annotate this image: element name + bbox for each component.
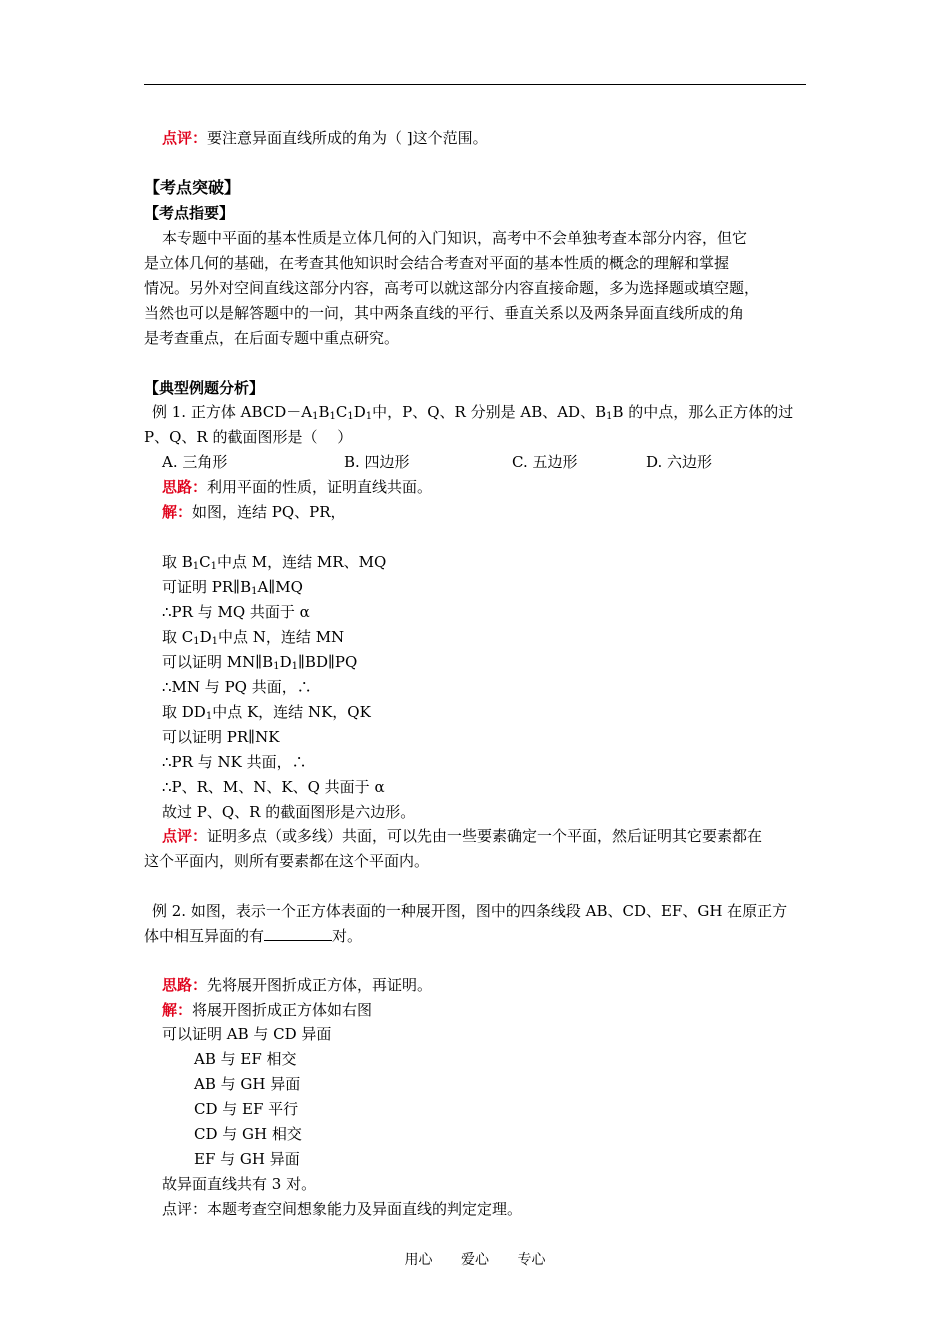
option-d: D. 六边形 xyxy=(646,453,713,471)
example-1-idea: 思路：利用平面的性质，证明直线共面。 xyxy=(162,478,433,496)
example-1-remark-cont: 这个平面内，则所有要素都在这个平面内。 xyxy=(144,852,430,870)
example-1-question: 例 1. 正方体 $ABCD-A_1B_1C_1D_1$中，P、Q、R 分别是 AB、AD、$B_1B$ 的中点，那么正方体的过 xyxy=(152,403,794,422)
guide-line: 是考查重点，在后面专题中重点研究。 xyxy=(144,329,400,347)
guide-line: 当然也可以是解答题中的一问，其中两条直线的平行、垂直关系以及两条异面直线所成的角 xyxy=(144,304,745,322)
pair-item: EF 与 GH 异面 xyxy=(194,1150,300,1168)
solution-step: 可证明 $PR\parallel B_1A\parallel MQ$ xyxy=(162,578,303,597)
example-2-conclusion: 故异面直线共有 3 对。 xyxy=(162,1175,317,1193)
pair-item: AB 与 GH 异面 xyxy=(194,1075,301,1093)
solution-step: ∴MN 与 PQ 共面，∴ xyxy=(162,678,312,696)
guide-line: 是立体几何的基础，在考查其他知识时会结合考查对平面的基本性质的概念的理解和掌握 xyxy=(144,254,730,272)
solution-step: ∴P、R、M、N、K、Q 共面于 α xyxy=(162,778,385,796)
solution-step: 可以证明 $MN\parallel B_1D_1\parallel BD\parallel PQ$ xyxy=(162,653,358,672)
solution-step: ∴PR 与 NK 共面，∴ xyxy=(162,753,307,771)
example-2-idea: 思路：先将展开图折成正方体，再证明。 xyxy=(162,976,433,994)
header-rule xyxy=(144,84,806,85)
option-c: C. 五边形 xyxy=(512,453,578,471)
answer-blank xyxy=(264,926,332,941)
remark-1: 点评：要注意异面直线所成的角为（ ]这个范围。 xyxy=(162,129,488,147)
example-2-question-cont: 体中相互异面的有 对。 xyxy=(144,927,363,945)
pair-item: AB 与 EF 相交 xyxy=(194,1050,297,1068)
subsection-examples: 【典型例题分析】 xyxy=(144,379,265,397)
option-a: A. 三角形 xyxy=(162,453,228,471)
guide-line: 情况。另外对空间直线这部分内容，高考可以就这部分内容直接命题，多为选择题或填空题， xyxy=(144,279,760,297)
example-1-remark: 点评：证明多点（或多线）共面，可以先由一些要素确定一个平面，然后证明其它要素都在 xyxy=(162,827,763,845)
example-2-solve: 解：将展开图折成正方体如右图 xyxy=(162,1001,373,1019)
pair-item: CD 与 EF 平行 xyxy=(194,1100,299,1118)
solution-step: 取 $B_1C_1$中点 M，连结 MR、MQ xyxy=(162,553,387,572)
solution-step: 故过 P、Q、R 的截面图形是六边形。 xyxy=(162,803,416,821)
solution-step: 可以证明 AB 与 CD 异面 xyxy=(162,1025,332,1043)
solution-step: 取 $DD_1$中点 K，连结 NK，QK xyxy=(162,703,371,722)
page-footer: 用心 爱心 专心 xyxy=(404,1252,546,1268)
solution-step: ∴PR 与 MQ 共面于 α xyxy=(162,603,310,621)
guide-line: 本专题中平面的基本性质是立体几何的入门知识，高考中不会单独考查本部分内容，但它 xyxy=(162,229,748,247)
section-title: 【考点突破】 xyxy=(144,178,241,197)
example-1-solve: 解：如图，连结 PQ、PR， xyxy=(162,503,346,521)
pair-item: CD 与 GH 相交 xyxy=(194,1125,302,1143)
example-1-question-cont: P、Q、R 的截面图形是（ ） xyxy=(144,428,353,446)
solution-step: 可以证明 PR∥NK xyxy=(162,728,280,746)
option-b: B. 四边形 xyxy=(344,453,410,471)
solution-step: 取 $C_1D_1$中点 N，连结 MN xyxy=(162,628,345,647)
example-2-remark: 点评：本题考查空间想象能力及异面直线的判定定理。 xyxy=(162,1200,523,1218)
subsection-guide: 【考点指要】 xyxy=(144,204,235,222)
example-2-question: 例 2. 如图，表示一个正方体表面的一种展开图，图中的四条线段 AB、CD、EF、GH 在原正方 xyxy=(152,902,788,920)
